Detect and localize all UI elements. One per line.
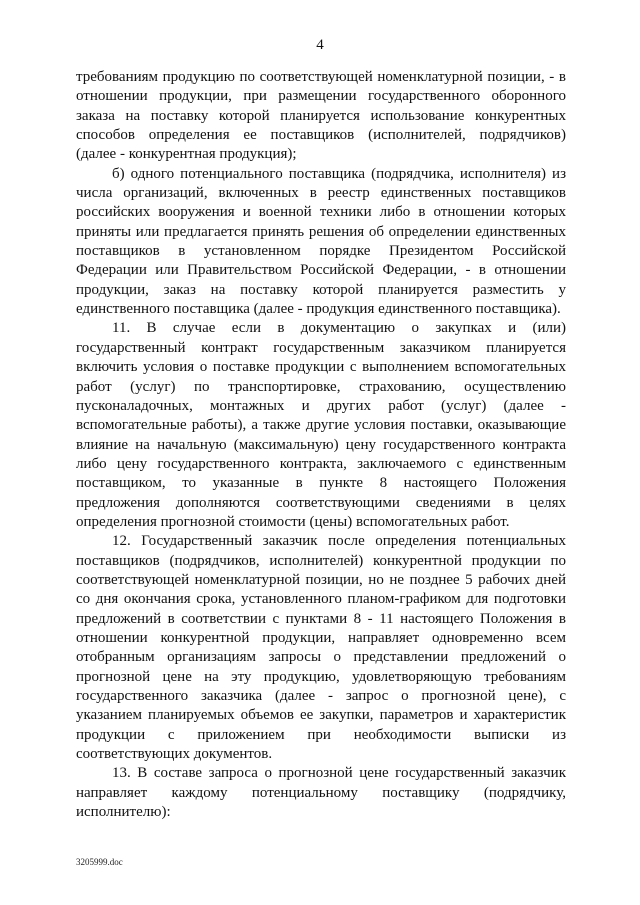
- text-line: вспомогательные работы), а также другие условия поставки, оказывающие: [76, 417, 566, 434]
- paragraph: [76, 532, 566, 764]
- text-line: предложений в соответствии с пунктами 8 - 11 настоящего Положения в: [76, 610, 566, 627]
- text-line: государственного заказчика (далее - запрос о прогнозной цене), с: [76, 688, 566, 704]
- body-text: [76, 68, 566, 822]
- page-number: 4: [316, 37, 324, 53]
- text-line: направляет каждому потенциальному поставщику (подрядчику,: [76, 784, 566, 801]
- paragraph: [76, 764, 566, 822]
- text-line: приняты или предлагается принять решения об определении единственных: [76, 223, 566, 240]
- text-line: продукции с приложением при необходимости выписки из: [76, 726, 566, 743]
- text-line: Федерации или Правительством Российской Федерации, - в отношении: [76, 262, 566, 279]
- text-line: способов определения ее поставщиков (исполнителей, подрядчиков): [76, 127, 566, 144]
- text-line: продукции, заказ на поставку которой планируется разместить у: [76, 281, 566, 298]
- paragraph: [76, 68, 566, 165]
- text-line: 13. В составе запроса о прогнозной цене государственный заказчик: [112, 765, 566, 782]
- text-line: государственный контракт государственным заказчиком планируется: [76, 339, 566, 356]
- file-name-footer: 3205999.doc: [76, 857, 123, 867]
- text-line: 12. Государственный заказчик после определения потенциальных: [112, 533, 566, 550]
- text-line: указанием планируемых объемов ее закупки, параметров и характеристик: [76, 707, 566, 724]
- text-line: работ (услуг) по транспортировке, страхованию, осуществлению: [76, 378, 566, 395]
- text-line: соответствующей номенклатурной позиции, но не позднее 5 рабочих дней: [76, 571, 566, 588]
- text-line: российских вооружения и военной техники либо в отношении которых: [76, 204, 566, 221]
- text-line: определения прогнозной стоимости (цены) вспомогательных работ.: [76, 513, 510, 530]
- paragraph: [76, 319, 566, 532]
- text-line: отобранным организациям запросы о представлении предложений о: [76, 649, 566, 666]
- text-line: отношении конкурентной продукции, направляет одновременно всем: [76, 629, 566, 646]
- text-line: поставщиков (подрядчиков, исполнителей) конкурентной продукции по: [76, 552, 566, 569]
- text-line: единственного поставщика (далее - продукция единственного поставщика).: [76, 301, 561, 318]
- text-line: включить условия о поставке продукции с выполнением вспомогательных: [76, 359, 566, 376]
- text-line: отношении продукции, при размещении государственного оборонного: [76, 88, 566, 105]
- text-line: числа организаций, включенных в реестр единственных поставщиков: [76, 185, 566, 202]
- paragraph: [76, 165, 566, 320]
- text-line: либо цену государственного контракта, заключаемого с единственным: [76, 455, 566, 472]
- text-line: пусконаладочных, монтажных и других работ (услуг) (далее -: [76, 397, 566, 414]
- text-line: соответствующих документов.: [76, 746, 273, 763]
- text-line: поставщиков в установленном порядке Президентом Российской: [76, 243, 566, 260]
- text-line: заказа на поставку которой планируется использование конкурентных: [76, 107, 566, 124]
- text-line: требованиям продукцию по соответствующей номенклатурной позиции, - в: [76, 69, 566, 85]
- text-line: поставщиком, то указанные в пункте 8 настоящего Положения: [76, 475, 566, 492]
- text-line: со дня окончания срока, установленного планом-графиком для подготовки: [76, 591, 566, 608]
- text-line: влияние на начальную (максимальную) цену государственного контракта: [76, 436, 566, 453]
- text-line: прогнозной цене на эту продукцию, удовлетворяющую требованиям: [76, 668, 566, 685]
- text-line: 11. В случае если в документацию о закупках и (или): [112, 320, 566, 337]
- text-line: (далее - конкурентная продукция);: [76, 146, 297, 163]
- text-line: предложения дополняются соответствующими сведениями в целях: [76, 494, 566, 511]
- text-line: исполнителю):: [76, 804, 171, 821]
- text-line: б) одного потенциального поставщика (подрядчика, исполнителя) из: [112, 165, 566, 182]
